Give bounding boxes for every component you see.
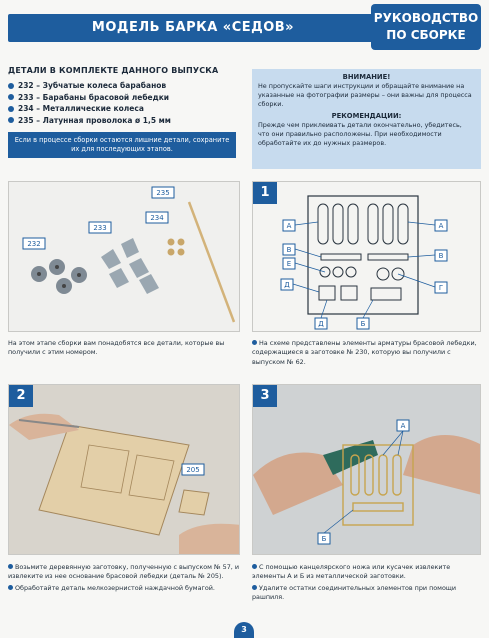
kit-item-label: 235 – Латунная проволока ø 1,5 мм [18,115,171,125]
part-label-234-text: 234 [150,214,164,222]
part-label-233-text: 233 [93,224,107,232]
hand-right [179,524,240,555]
kit-title: ДЕТАЛИ В КОМПЛЕКТЕ ДАННОГО ВЫПУСКА [8,66,219,75]
scheme-label-v-right [435,250,447,261]
kit-item [8,115,236,127]
scheme-label-e [283,258,295,269]
bullet-icon [8,106,14,112]
step-1-photo [252,181,481,332]
caption-text: Возьмите деревянную заготовку, полученную с выпуском № 57, и извлеките из нее основание брасовой лебедки (деталь № 205). [8,563,239,581]
leader-lines [293,222,435,318]
part-label-235-text: 235 [156,189,170,197]
kit-item-label: 234 – Металлические колеса [18,104,144,113]
caption-paragraph [8,584,240,593]
fittings-scheme [253,182,481,332]
caption-paragraph [8,563,240,582]
step-2-photo [8,384,240,555]
bullet-icon [8,83,14,89]
step-number: 3 [253,385,277,407]
bullet-icon [252,585,257,590]
metal-wheels-234 [168,239,185,256]
caption-paragraph [252,584,481,603]
drums-233 [101,238,159,294]
part-label-232-text: 232 [27,240,41,248]
caption-text: На этом этапе сборки вам понадобятся все детали, которые вы получили с этим номером. [8,339,225,357]
step3-label-a-text: А [400,422,406,430]
guide-line-1: РУКОВОДСТВО [373,11,479,25]
warning-text: Не пропускайте шаги инструкции и обращайте внимание на указанные на фотографии размеры – они важны для процесса сборки. [258,82,472,108]
bullet-icon [8,117,14,123]
caption-paragraph [252,563,481,582]
warning-box [252,69,481,169]
bullet-icon [252,340,257,345]
brass-wire-235 [189,202,234,322]
parts-caption [8,339,240,360]
step-1-caption [252,339,481,369]
guide-line-2: ПО СБОРКЕ [386,28,466,42]
metal-blank-illustration [253,385,481,555]
kit-item-label: 232 – Зубчатые колеса барабанов [18,81,167,90]
caption-text: На схеме представлены элементы арматуры брасовой лебедки, содержащиеся в заготовке № 230, которую вы получили с выпуском № 62. [252,339,477,366]
page-header [0,0,489,52]
warning-heading: ВНИМАНИЕ! [342,73,391,81]
scheme-label-a-left-text: А [286,222,292,230]
scheme-label-g [435,282,447,293]
scheme-label-d-left-text: Д [284,281,290,289]
kit-contents [8,66,236,158]
scheme-label-v-left [283,244,295,255]
step-3-caption [252,563,481,604]
scheme-label-v-left-text: В [286,246,292,254]
step-number: 2 [9,385,33,407]
assembly-guide-tab [371,4,481,50]
scheme-label-d-left [281,279,293,290]
title-bar [8,14,378,42]
caption-text: Обработайте деталь мелкозернистой наждачной бумагой. [15,583,215,592]
kit-item [8,80,236,92]
caption-text: Удалите остатки соединительных элементов при помощи рашпиля. [252,583,457,601]
scheme-label-a-right [435,220,447,231]
kit-item-label: 233 – Барабаны брасовой лебедки [18,92,170,102]
scheme-label-a-right-text: А [438,222,444,230]
step3-label-b-text: Б [321,535,327,543]
part-label-235 [152,187,174,198]
part-205 [179,490,209,515]
scheme-label-d-bottom-text: Д [318,320,324,328]
step2-label-205-text: 205 [186,466,200,474]
parts-illustration [9,182,240,332]
part-label-233 [89,222,111,233]
bullet-icon [8,585,13,590]
recommendations-text: Прежде чем приклеивать детали окончательно, убедитесь, что они правильно расположены. При необходимости обработайте их до нужных размеров. [258,121,462,147]
scheme-label-b-text: Б [360,320,366,328]
part-label-232 [23,238,45,249]
kit-item [8,92,236,104]
scheme-label-b [357,318,369,329]
scheme-label-g-text: Г [438,284,444,292]
parts-photo [8,181,240,332]
step3-label-a [397,420,409,431]
page-title: МОДЕЛЬ БАРКА «СЕДОВ» [91,20,295,35]
caption-paragraph [252,339,481,367]
scheme-label-a-left [283,220,295,231]
caption-text: С помощью канцелярского ножа или кусачек извлеките элементы А и Б из металлической заготовки. [252,563,451,581]
bullet-icon [252,564,257,569]
fitting-elements [318,204,408,300]
gear-wheels-232 [31,259,87,294]
step-number: 1 [253,182,277,204]
kit-item [8,103,236,115]
step-3-photo [252,384,481,555]
scheme-label-d-bottom [315,318,327,329]
page-number: 3 [234,622,254,638]
bullet-icon [8,94,14,100]
recommendations-heading: РЕКОМЕНДАЦИИ: [331,112,402,120]
wooden-blank-illustration [9,385,240,555]
step3-label-b [318,533,330,544]
scheme-label-v-right-text: В [438,252,444,260]
step2-label-205 [182,464,204,475]
part-label-234 [146,212,168,223]
hand-right [403,435,481,495]
step-2-caption [8,563,240,595]
bullet-icon [8,564,13,569]
scheme-label-e-text: Е [286,260,292,268]
kit-note: Если в процессе сборки остаются лишние детали, сохраните их для последующих этапов. [8,132,236,158]
